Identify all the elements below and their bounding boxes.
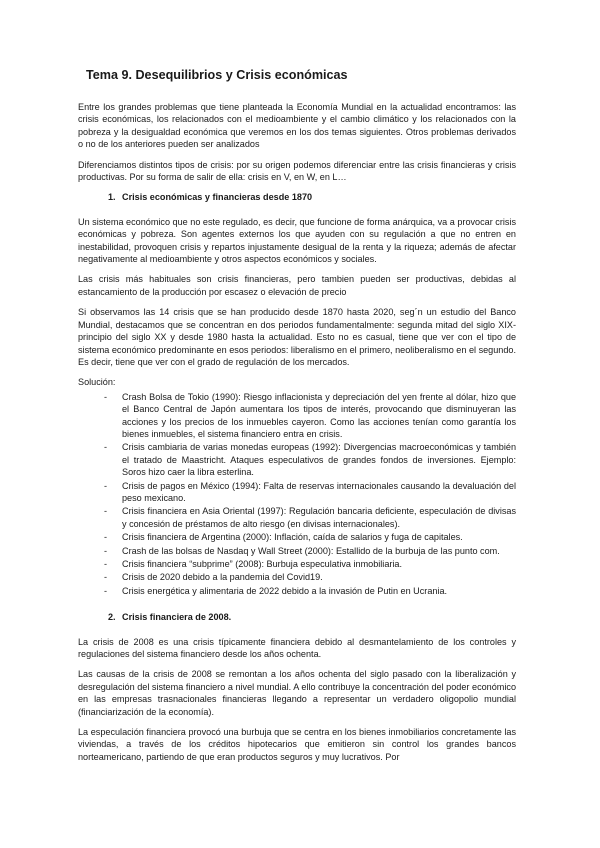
section-number: 1. xyxy=(108,192,116,203)
list-item xyxy=(104,391,516,441)
crisis-list xyxy=(78,391,516,598)
bullet-dash: - xyxy=(104,506,108,517)
section-2-paragraph: La crisis de 2008 es una crisis típicamente financiera debido al desmantelamiento de los controles y regulaciones del sistema financiero desde los años ochenta. xyxy=(78,636,516,660)
list-item xyxy=(104,531,516,543)
bullet-dash: - xyxy=(104,442,108,453)
section-number: 2. xyxy=(108,612,116,623)
list-item xyxy=(104,441,516,478)
section-1-paragraph: Un sistema económico que no este regulado, es decir, que funcione de forma anárquica, va a provocar crisis económicas y pobreza. Son agentes externos los que ayuden con su regulación a que no entren en inestabilidad, provoquen crisis y repartos injustamente desigual de la renta y la riqueza; además de afectar negativamente al medioambiente y otros aspectos económicos y sociales. xyxy=(78,216,516,265)
bullet-dash: - xyxy=(104,545,108,556)
bullet-dash: - xyxy=(104,480,108,491)
list-item-text: Crisis de 2020 debido a la pandemia del Covid19. xyxy=(122,572,323,583)
list-item xyxy=(104,558,516,570)
solution-label: Solución: xyxy=(78,377,116,388)
list-item xyxy=(104,571,516,583)
section-1-paragraph: Si observamos las 14 crisis que se han producido desde 1870 hasta 2020, seg´n un estudio del Banco Mundial, destacamos que se concentran en dos periodos fundamentalmente: segunda mitad del siglo XIX-principio del siglo XX y desde 1980 hasta la actualidad. Esto no es casual, tiene que ver con el tipo de sistema económico predominante en esos periodos: liberalismo en el primero, neoliberalismo en el segundo. Es decir, tiene que ver con el grado de regulación de los mercados. xyxy=(78,307,516,367)
list-item-text: Crisis de pagos en México (1994): Falta de reservas internacionales causando la devaluación del peso mexicano. xyxy=(122,480,516,503)
list-item xyxy=(104,545,516,557)
page-title: Tema 9. Desequilibrios y Crisis económicas xyxy=(86,68,348,82)
intro-paragraph: Diferenciamos distintos tipos de crisis: por su origen podemos diferenciar entre las crisis financieras y crisis productivas. Por su forma de salir de ella: crisis en V, en W, en L… xyxy=(78,159,516,183)
section-2-paragraph: Las causas de la crisis de 2008 se remontan a los años ochenta del siglo pasado con la liberalización y desregulación del sistema financiero a nivel mundial. A ello contribuye la concentración del poder económico en las empresas trasnacionales financieras llegando a representar un verdadero oligopolio mundial (financiarización de la economía). xyxy=(78,669,516,717)
list-item xyxy=(104,505,516,530)
section-2-heading xyxy=(108,611,516,623)
section-2-paragraph: La especulación financiera provocó una burbuja que se centra en los bienes inmobiliarios concretamente las viviendas, a través de los créditos hipotecarios que emitieron sin control los grandes bancos norteamericano, partiendo de que eran productos seguros y muy lucrativos. Por xyxy=(78,727,516,762)
bullet-dash: - xyxy=(104,585,108,596)
bullet-dash: - xyxy=(104,391,108,402)
list-item xyxy=(104,585,516,597)
section-1-paragraph: Las crisis más habituales son crisis financieras, pero tambien pueden ser productivas, debidas al estancamiento de la producción por escasez o elevación de precio xyxy=(78,274,516,297)
list-item-text: Crash Bolsa de Tokio (1990): Riesgo inflacionista y depreciación del yen frente al dólar, hizo que el Banco Central de Japón aumentara los tipos de interés, provocando que disminuyeran las acciones y los precios de los inmuebles cayeron. Como las acciones tenían como garantía los bienes inmuebles, el sistema financiero entra en crisis. xyxy=(122,391,516,439)
bullet-dash: - xyxy=(104,532,108,543)
list-item-text: Crash de las bolsas de Nasdaq y Wall Street (2000): Estallido de la burbuja de las punto com. xyxy=(122,545,500,556)
list-item-text: Crisis cambiaria de varias monedas europeas (1992): Divergencias macroeconómicas y también el tratado de Maastricht. Ataques especulativos de grandes fondos de inversiones. Ejemplo: Soros hizo caer la libra esterlina. xyxy=(122,442,516,478)
section-heading-text: Crisis económicas y financieras desde 1870 xyxy=(122,192,313,203)
list-item-text: Crisis energética y alimentaria de 2022 debido a la invasión de Putin en Ucrania. xyxy=(122,585,448,596)
list-item xyxy=(104,480,516,505)
list-item-text: Crisis financiera de Argentina (2000): Inflación, caída de salarios y fuga de capitales. xyxy=(122,532,463,543)
list-item-text: Crisis financiera en Asia Oriental (1997): Regulación bancaria deficiente, especulación de divisas y concesión de préstamos de alto riesgo (en divisas internacionales). xyxy=(122,506,516,529)
bullet-dash: - xyxy=(104,572,108,583)
section-1-heading xyxy=(108,191,516,203)
intro-paragraph: Entre los grandes problemas que tiene planteada la Economía Mundial en la actualidad encontramos: las crisis económicas, los relacionados con el medioambiente y el cambio climático y los relacionados con la pobreza y la desigualdad económica que veremos en los dos temas siguientes. Otros problemas derivados o no de los anteriores pueden ser analizados xyxy=(78,102,516,150)
section-heading-text: Crisis financiera de 2008. xyxy=(122,612,232,623)
bullet-dash: - xyxy=(104,559,108,569)
list-item-text: Crisis financiera “subprime” (2008): Burbuja especulativa inmobiliaria. xyxy=(122,559,403,569)
